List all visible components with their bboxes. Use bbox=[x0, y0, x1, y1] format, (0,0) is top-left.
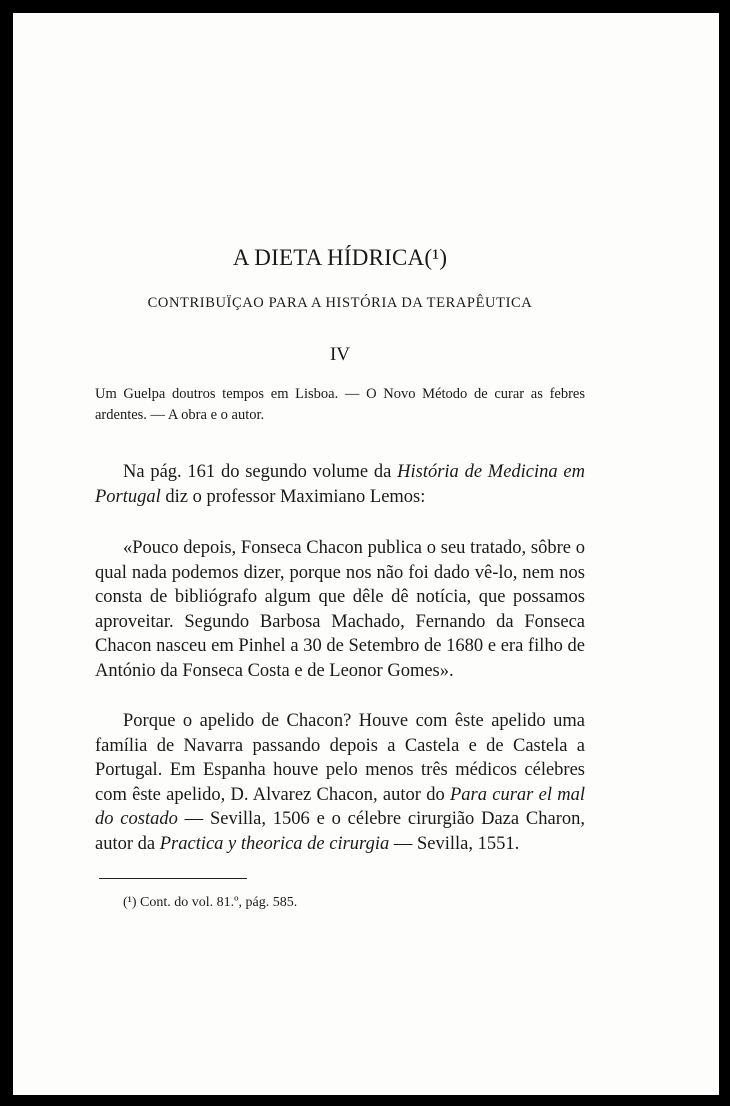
footnote-text: Cont. do vol. 81.º, pág. 585. bbox=[140, 895, 298, 910]
title-text: A DIETA HÍDRICA bbox=[232, 245, 425, 270]
paragraph-1-text-b: diz o professor Maximiano Lemos: bbox=[160, 486, 426, 507]
footnote bbox=[123, 895, 585, 911]
paragraph-1-text-a: Na pág. 161 do segundo volume da bbox=[123, 462, 398, 482]
paragraph-1 bbox=[95, 460, 585, 509]
footnote-divider bbox=[99, 878, 247, 879]
title-footnote-mark: (¹) bbox=[424, 245, 448, 270]
quote-paragraph: «Pouco depois, Fonseca Chacon publica o seu tratado, sôbre o qual nada podemos dizer, porque nos não foi dado vê-lo, nem nos consta de bibliógrafo algum que dêle dê notícia, que possamos aproveitar. Segundo Barbosa Machado, Fernando da Fonseca Chacon nasceu em Pinhel a 30 de Setembro de 1680 e era filho de António da Fonseca Costa e de Leonor Gomes». bbox=[95, 538, 585, 681]
paragraph-3-text-b: — Sevilla, 1506 e o célebre cirurgião Daza Charon, autor da bbox=[95, 809, 585, 854]
book-title-historia: História de Medicina em Portugal bbox=[95, 462, 585, 507]
paragraph-3-text-a: Porque o apelido de Chacon? Houve com êste apelido uma família de Navarra passando depois a Castela e de Castela a Portugal. Em Espanha houve pelo menos três médicos célebres com êste apelido, D. Alvarez Chacon, autor do bbox=[95, 711, 585, 805]
article-content bbox=[95, 245, 585, 911]
section-summary: Um Guelpa doutros tempos em Lisboa. — O Novo Método de curar as febres ardentes. — A obra e o autor. bbox=[95, 386, 585, 423]
book-title-practica: Practica y theorica de cirurgia bbox=[159, 833, 390, 854]
section-number: IV bbox=[329, 344, 351, 365]
document-page bbox=[13, 13, 719, 1095]
paragraph-3-text-c: — Sevilla, 1551. bbox=[389, 833, 520, 854]
paragraph-3 bbox=[95, 709, 585, 856]
article-subtitle: CONTRIBUÏÇAO PARA A HISTÓRIA DA TERAPÊUTICA bbox=[147, 295, 533, 311]
article-title bbox=[95, 245, 585, 271]
book-title-para-curar: Para curar el mal do costado bbox=[95, 784, 585, 829]
footnote-mark: (¹) bbox=[123, 895, 137, 910]
